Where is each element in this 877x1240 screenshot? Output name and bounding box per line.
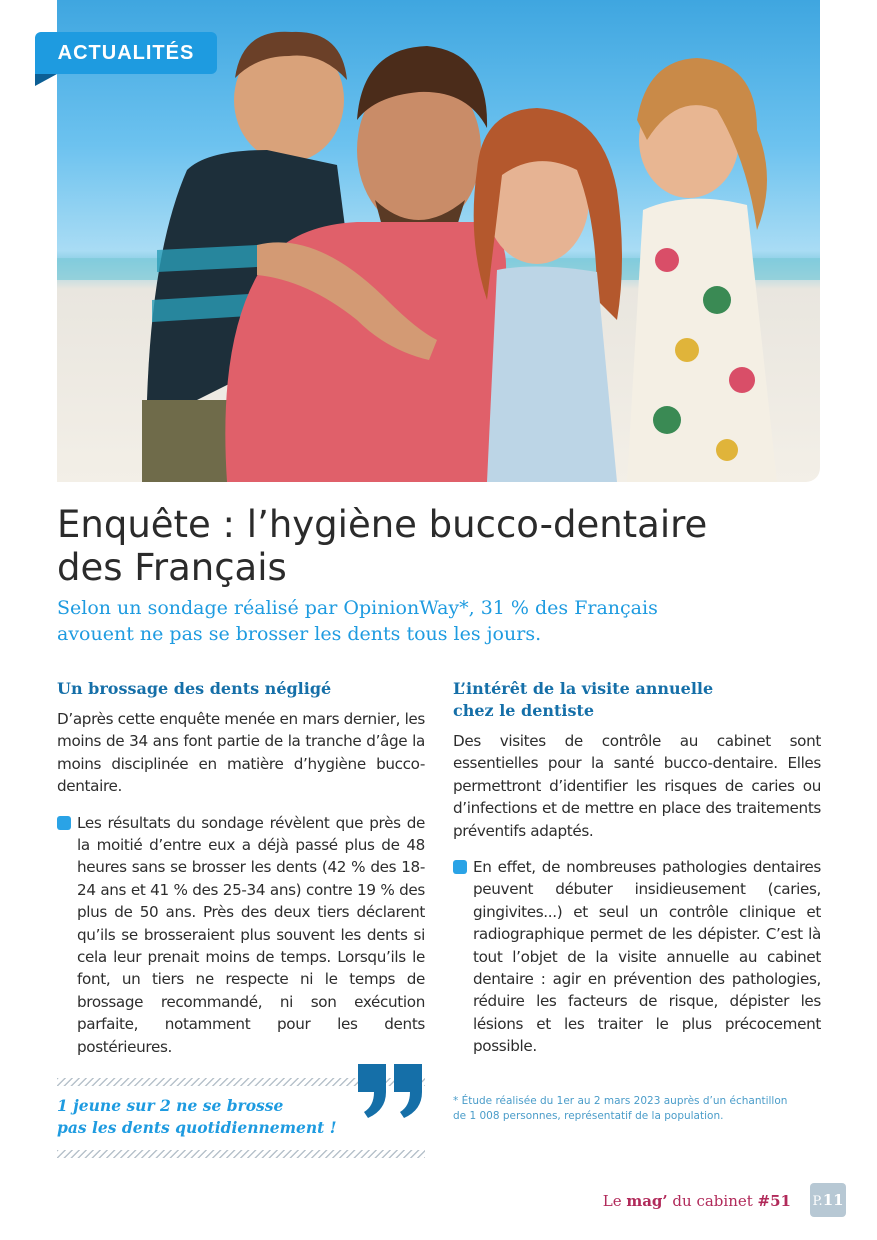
footer-mag: mag’ — [626, 1192, 668, 1210]
page-prefix: P. — [812, 1194, 823, 1209]
footer-prefix: Le — [602, 1192, 627, 1210]
bullet-square-icon — [453, 860, 467, 874]
lead-line-1: Selon un sondage réalisé par OpinionWay*, 31 % des Français — [57, 597, 658, 619]
right-column — [453, 678, 821, 1058]
title-line-1: Enquête : l’hygiène bucco-dentaire — [57, 503, 708, 546]
quote-line-1: 1 jeune sur 2 ne se brosse — [57, 1096, 284, 1115]
quote-line-2: pas les dents quotidiennement ! — [57, 1118, 337, 1137]
bullet-square-icon — [57, 816, 71, 830]
footnote — [453, 1094, 813, 1124]
left-column — [57, 678, 425, 1058]
lead-line-2: avouent ne pas se brosser les dents tous les jours. — [57, 623, 542, 645]
article-lead — [57, 595, 817, 647]
quote-divider-bottom — [57, 1150, 425, 1158]
page-number: 11 — [822, 1191, 844, 1209]
section-tag: ACTUALITÉS — [35, 32, 217, 74]
right-heading-line-1: L’intérêt de la visite annuelle — [453, 679, 714, 698]
right-heading — [453, 678, 821, 722]
right-paragraph: Des visites de contrôle au cabinet sont essentielles pour la santé bucco-dentaire. Elles permettront d’identifier les risques de caries ou d’infections et de mettre en place des traitements préventifs adaptés. — [453, 732, 821, 840]
footer-middle: du cabinet — [667, 1192, 758, 1210]
quote-marks-icon — [356, 1062, 426, 1120]
footer-issue: #51 — [757, 1192, 791, 1210]
right-heading-line-2: chez le dentiste — [453, 701, 595, 720]
footnote-line-2: de 1 008 personnes, représentatif de la population. — [453, 1110, 724, 1122]
left-paragraph: D’après cette enquête menée en mars dernier, les moins de 34 ans font partie de la tranche d’âge la moins disciplinée en matière d’hygiène bucco-dentaire. — [57, 710, 425, 796]
magazine-footer — [603, 1192, 791, 1210]
right-bullet-paragraph — [453, 856, 821, 1058]
article-title — [57, 503, 817, 589]
pull-quote — [57, 1095, 347, 1139]
left-bullet-text: Les résultats du sondage révèlent que près de la moitié d’entre eux a déjà passé plus de 48 heures sans se brosser les dents (42 % des 18-24 ans et 41 % des 25-34 ans) contre 19 % des plus de 50 ans. Près des deux tiers déclarent qu’ils se brosseraient plus souvent les dents si cela leur prenait moins de temps. Lorsqu’ils le font, un tiers ne respecte ni le temps de brossage recommandé, ni son exécution parfaite, notamment pour les dents postérieures. — [77, 813, 425, 1056]
footnote-line-1: * Étude réalisée du 1er au 2 mars 2023 auprès d’un échantillon — [453, 1095, 788, 1107]
page-number-badge — [810, 1183, 846, 1217]
left-bullet-paragraph — [57, 812, 425, 1058]
section-tag-fold — [35, 74, 57, 86]
title-line-2: des Français — [57, 546, 287, 589]
right-bullet-text: En effet, de nombreuses pathologies dentaires peuvent débuter insidieusement (caries, gingivites...) et seul un contrôle clinique et radiographique permet de les dépister. C’est là tout l’objet de la visite annuelle au cabinet dentaire : agir en prévention des pathologies, réduire les facteurs de risque, dépister les lésions et les traiter le plus précocement possible. — [473, 858, 821, 1056]
left-heading: Un brossage des dents négligé — [57, 679, 332, 698]
